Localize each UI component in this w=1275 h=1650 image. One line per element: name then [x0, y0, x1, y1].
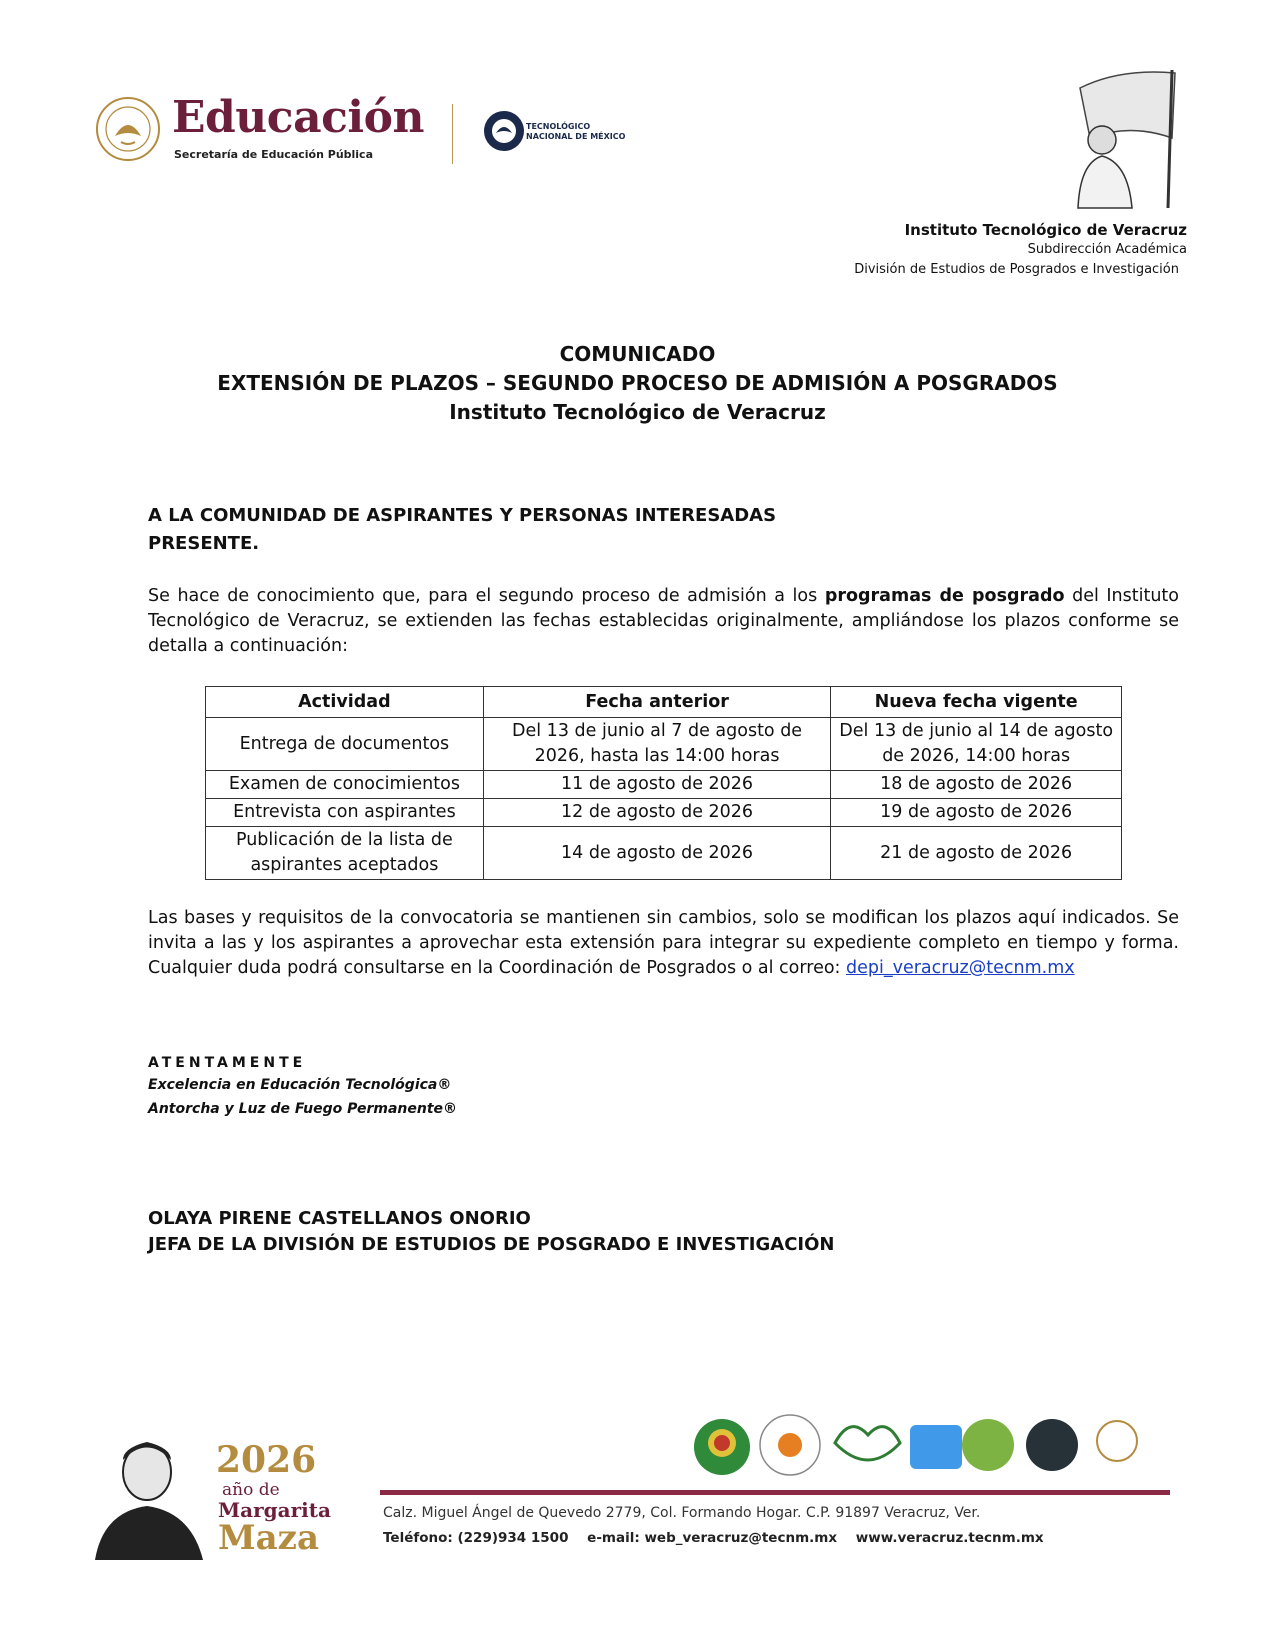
margarita-maza-portrait-icon — [85, 1430, 215, 1560]
educacion-logo-text: Educación — [172, 92, 424, 143]
signatory-name: OLAYA PIRENE CASTELLANOS ONORIO — [148, 1208, 531, 1229]
sep-subtitle: Secretaría de Educación Pública — [174, 148, 374, 161]
contact-email-link[interactable]: depi_veracruz@tecnm.mx — [846, 958, 1075, 978]
header-fecha-anterior: Fecha anterior — [483, 687, 831, 718]
table-cell: 18 de agosto de 2026 — [831, 771, 1122, 799]
year-logo-sub2: Margarita — [218, 1498, 331, 1522]
footer-email[interactable]: e-mail: web_veracruz@tecnm.mx — [587, 1530, 838, 1546]
footer-contact — [383, 1530, 1058, 1546]
table-cell: 12 de agosto de 2026 — [483, 799, 831, 827]
mexico-seal-icon — [95, 96, 161, 162]
title-institution: Instituto Tecnológico de Veracruz — [449, 400, 826, 424]
footer-phone: Teléfono: (229)934 1500 — [383, 1530, 569, 1546]
tecnm-line1: TECNOLÓGICO — [526, 122, 591, 131]
flag-bearer-illustration-icon — [1050, 68, 1185, 210]
table-cell: Entrevista con aspirantes — [206, 799, 484, 827]
header-divider — [452, 104, 453, 164]
title-comunicado: COMUNICADO — [559, 342, 716, 366]
intro-text-end: del Instituto Tecnológico de Veracruz, se extienden las fechas establecidas originalmente, ampliándose los plazos conforme se detalla a continuación: — [148, 586, 1180, 656]
intro-text-start: Se hace de conocimiento que, para el segundo proceso de admisión a los — [148, 586, 825, 606]
table-cell: Del 13 de junio al 14 de agosto de 2026, 14:00 horas — [831, 718, 1122, 771]
table-cell: 21 de agosto de 2026 — [831, 827, 1122, 880]
table-header-row — [206, 687, 1122, 718]
table-row — [206, 799, 1122, 827]
addressee-line: A LA COMUNIDAD DE ASPIRANTES Y PERSONAS INTERESADAS — [148, 505, 777, 526]
table-row — [206, 771, 1122, 799]
institution-division: División de Estudios de Posgrados e Investigación — [854, 262, 1179, 277]
footer-rule — [380, 1490, 1170, 1495]
institution-subdivision: Subdirección Académica — [1027, 242, 1187, 257]
year-logo-number: 2026 — [216, 1439, 317, 1481]
table-cell: 14 de agosto de 2026 — [483, 827, 831, 880]
table-cell: 11 de agosto de 2026 — [483, 771, 831, 799]
tecnm-logo-icon — [482, 103, 526, 159]
closing-atentamente: ATENTAMENTE — [148, 1055, 307, 1071]
table-cell: 19 de agosto de 2026 — [831, 799, 1122, 827]
header-nueva-fecha: Nueva fecha vigente — [831, 687, 1122, 718]
tecnm-logo-text — [526, 122, 625, 142]
closing-motto-1: Excelencia en Educación Tecnológica® — [148, 1077, 452, 1093]
signatory-title: JEFA DE LA DIVISIÓN DE ESTUDIOS DE POSGRADO E INVESTIGACIÓN — [148, 1234, 835, 1255]
year-logo-sub3: Maza — [218, 1518, 320, 1558]
table-row — [206, 718, 1122, 771]
intro-bold-programs: programas de posgrado — [824, 586, 1065, 606]
addressee-presente: PRESENTE. — [148, 533, 260, 554]
title-extension: EXTENSIÓN DE PLAZOS – SEGUNDO PROCESO DE ADMISIÓN A POSGRADOS — [217, 371, 1058, 395]
document-title-block — [0, 340, 1275, 427]
year-logo-sub1: año de — [222, 1480, 280, 1500]
addressee-block — [148, 502, 776, 558]
table-cell: Examen de conocimientos — [206, 771, 484, 799]
conditions-paragraph — [148, 906, 1179, 981]
table-cell: Entrega de documentos — [206, 718, 484, 771]
footer-address: Calz. Miguel Ángel de Quevedo 2779, Col. Formando Hogar. C.P. 91897 Veracruz, Ver. — [383, 1505, 981, 1521]
conditions-text: Las bases y requisitos de la convocatoria se mantienen sin cambios, solo se modifican los plazos aquí indicados. Se invita a las y los aspirantes a aprovechar esta extensión para integrar su expediente completo en tiempo y forma. Cualquier duda podrá consultarse en la Coordinación de Posgrados o al correo: — [148, 908, 1179, 978]
schedule-table — [205, 686, 1122, 880]
tecnm-line2: NACIONAL DE MÉXICO — [526, 132, 626, 141]
footer-website[interactable]: www.veracruz.tecnm.mx — [855, 1530, 1044, 1546]
institution-block — [854, 220, 1187, 280]
intro-paragraph — [148, 584, 1179, 659]
table-row — [206, 827, 1122, 880]
header-actividad: Actividad — [206, 687, 484, 718]
table-cell: Del 13 de junio al 7 de agosto de 2026, hasta las 14:00 horas — [483, 718, 831, 771]
institution-name: Instituto Tecnológico de Veracruz — [904, 221, 1187, 239]
certification-badges-icon — [690, 1405, 1175, 1485]
table-cell: Publicación de la lista de aspirantes aceptados — [206, 827, 484, 880]
closing-motto-2: Antorcha y Luz de Fuego Permanente® — [148, 1101, 458, 1117]
